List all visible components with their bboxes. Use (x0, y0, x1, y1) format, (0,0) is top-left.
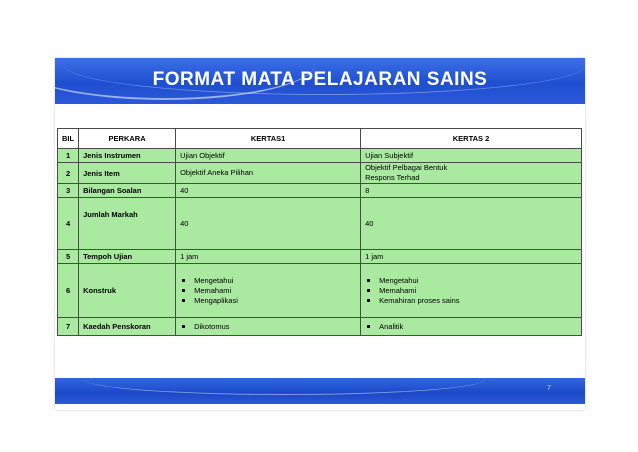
footer-banner (55, 378, 585, 404)
cell-text: Ujian Objektif (180, 150, 225, 160)
cell-bil: 2 (58, 163, 79, 184)
cell-perkara: Kaedah Penskoran (79, 318, 176, 336)
bullet-list (180, 276, 356, 306)
cell-kertas1 (176, 318, 361, 336)
cell-perkara: Jenis Item (79, 163, 176, 184)
bullet-item: Kemahiran proses sains (365, 296, 577, 306)
format-table (57, 128, 582, 336)
bullet-item: Mengaplikasi (180, 296, 356, 306)
cell-bil: 6 (58, 264, 79, 318)
cell-text: 40 (180, 218, 189, 228)
column-header-kertas2: KERTAS 2 (361, 129, 582, 149)
cell-perkara: Konstruk (79, 264, 176, 318)
cell-text: Respons Terhad (365, 173, 420, 182)
cell-text: Ujian Subjektif (365, 150, 414, 160)
slide (55, 58, 585, 410)
cell-kertas2 (361, 318, 582, 336)
cell-perkara: Jenis Instrumen (79, 149, 176, 163)
bullet-item: Memahami (180, 286, 356, 296)
cell-kertas1 (176, 149, 361, 163)
bullet-list (365, 276, 577, 306)
cell-bil: 3 (58, 184, 79, 198)
cell-kertas1 (176, 250, 361, 264)
column-header-kertas1: KERTAS1 (176, 129, 361, 149)
cell-perkara: Tempoh Ujian (79, 250, 176, 264)
cell-kertas2 (361, 250, 582, 264)
cell-kertas2 (361, 163, 582, 184)
cell-text: 1 jam (365, 251, 384, 261)
cell-kertas1 (176, 198, 361, 250)
cell-bil: 1 (58, 149, 79, 163)
bullet-list (180, 322, 356, 332)
cell-bil: 7 (58, 318, 79, 336)
table-row (58, 149, 582, 163)
bullet-item: Mengetahui (180, 276, 356, 286)
bullet-item: Dikotomus (180, 322, 356, 332)
cell-kertas2 (361, 184, 582, 198)
cell-text: Objektif Pelbagai Bentuk (365, 163, 448, 172)
cell-kertas1 (176, 163, 361, 184)
table-header-row (58, 129, 582, 149)
cell-text: 40 (180, 185, 189, 195)
table-row (58, 250, 582, 264)
title-banner (55, 58, 585, 104)
table-row (58, 198, 582, 250)
cell-text: 1 jam (180, 251, 199, 261)
page-number: 7 (547, 385, 551, 392)
cell-perkara: Bilangan Soalan (79, 184, 176, 198)
cell-kertas1 (176, 264, 361, 318)
cell-bil: 4 (58, 198, 79, 250)
table-row (58, 163, 582, 184)
column-header-bil: BIL (58, 129, 79, 149)
cell-kertas2 (361, 264, 582, 318)
bullet-list (365, 322, 577, 332)
table-body (58, 149, 582, 336)
cell-text: 40 (365, 218, 374, 228)
cell-perkara: Jumlah Markah (79, 198, 176, 250)
bullet-item: Mengetahui (365, 276, 577, 286)
cell-kertas2 (361, 149, 582, 163)
cell-kertas1 (176, 184, 361, 198)
slide-title: FORMAT MATA PELAJARAN SAINS (152, 69, 488, 90)
table-row (58, 318, 582, 336)
table-row (58, 184, 582, 198)
cell-text: Objektif Aneka Pilihan (180, 168, 254, 177)
cell-bil: 5 (58, 250, 79, 264)
cell-kertas2 (361, 198, 582, 250)
bullet-item: Analitik (365, 322, 577, 332)
table-row (58, 264, 582, 318)
footer-swoosh (85, 378, 485, 395)
bullet-item: Memahami (365, 286, 577, 296)
column-header-perkara: PERKARA (79, 129, 176, 149)
cell-text: 8 (365, 185, 370, 195)
